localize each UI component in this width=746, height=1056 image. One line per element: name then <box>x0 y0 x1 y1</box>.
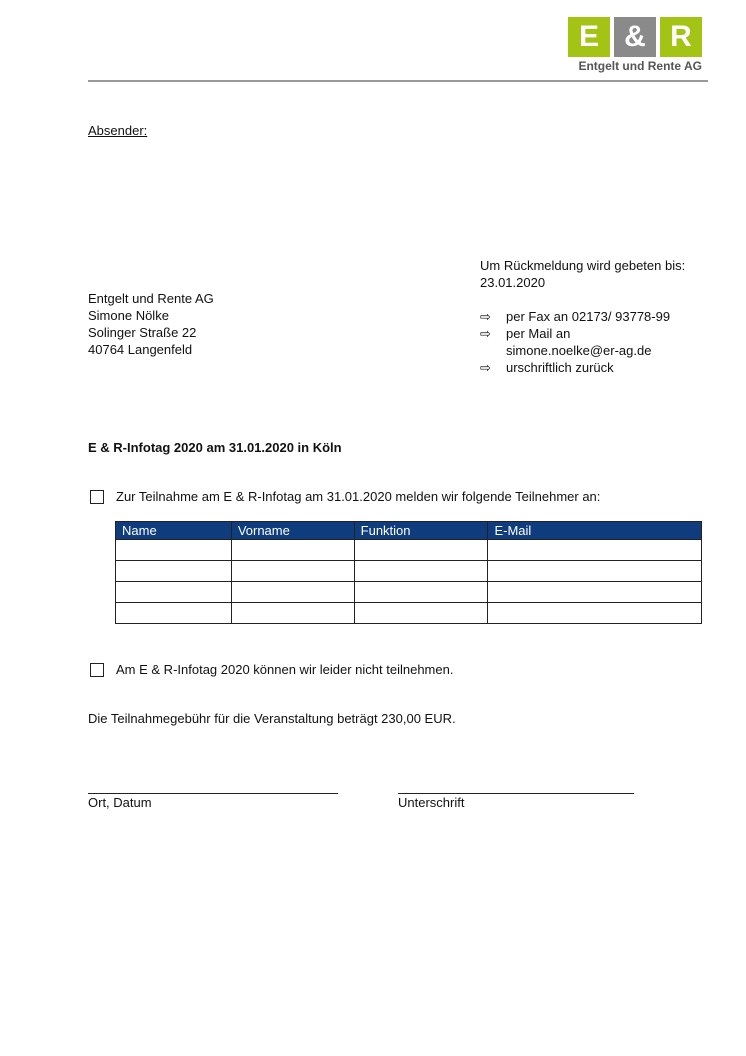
cell-vorname[interactable] <box>231 603 354 624</box>
reply-option <box>480 359 720 376</box>
address-line: Simone Nölke <box>88 308 169 323</box>
table-row <box>116 582 702 603</box>
cell-vorname[interactable] <box>231 582 354 603</box>
table-header-row <box>116 522 702 540</box>
column-header-email: E-Mail <box>488 522 702 540</box>
logo-tile-ampersand: & <box>614 17 656 57</box>
reply-request: Um Rückmeldung wird gebeten bis: <box>480 258 686 273</box>
reply-option-text: per Mail an <box>506 326 571 341</box>
reply-deadline: 23.01.2020 <box>480 275 546 290</box>
table-row <box>116 540 702 561</box>
reply-option <box>480 325 720 342</box>
place-date-label: Ort, Datum <box>88 795 152 810</box>
reply-email[interactable]: simone.noelke@er-ag.de <box>506 343 652 358</box>
recipient-address <box>88 290 214 358</box>
logo-subtitle: Entgelt und Rente AG <box>578 59 702 73</box>
cell-vorname[interactable] <box>231 561 354 582</box>
cell-funktion[interactable] <box>354 603 488 624</box>
decline-option <box>90 662 453 677</box>
cell-email[interactable] <box>488 603 702 624</box>
cell-funktion[interactable] <box>354 561 488 582</box>
reply-option <box>480 308 720 325</box>
arrow-right-icon: ⇨ <box>480 309 491 324</box>
reply-option-text: per Fax an 02173/ 93778-99 <box>506 309 671 324</box>
attend-option <box>90 489 600 504</box>
cell-name[interactable] <box>116 540 232 561</box>
arrow-right-icon: ⇨ <box>480 326 491 341</box>
reply-option-text: urschriftlich zurück <box>506 360 614 375</box>
place-date-line[interactable] <box>88 793 338 794</box>
header-divider <box>88 80 708 82</box>
reply-info <box>480 257 720 376</box>
column-header-vorname: Vorname <box>231 522 354 540</box>
column-header-name: Name <box>116 522 232 540</box>
attend-checkbox[interactable] <box>90 490 104 504</box>
decline-label: Am E & R-Infotag 2020 können wir leider nicht teilnehmen. <box>116 662 454 677</box>
table-row <box>116 561 702 582</box>
sender-label: Absender: <box>88 123 148 138</box>
cell-funktion[interactable] <box>354 540 488 561</box>
cell-name[interactable] <box>116 582 232 603</box>
address-line: 40764 Langenfeld <box>88 342 193 357</box>
fee-text: Die Teilnahmegebühr für die Veranstaltung beträgt 230,00 EUR. <box>88 711 456 726</box>
cell-email[interactable] <box>488 540 702 561</box>
cell-funktion[interactable] <box>354 582 488 603</box>
cell-email[interactable] <box>488 561 702 582</box>
cell-name[interactable] <box>116 603 232 624</box>
signature-label: Unterschrift <box>398 795 465 810</box>
attend-label: Zur Teilnahme am E & R-Infotag am 31.01.2020 melden wir folgende Teilnehmer an: <box>116 489 601 504</box>
arrow-right-icon: ⇨ <box>480 360 491 375</box>
document-title: E & R-Infotag 2020 am 31.01.2020 in Köln <box>88 440 342 455</box>
decline-checkbox[interactable] <box>90 663 104 677</box>
company-logo <box>568 17 702 73</box>
table-row <box>116 603 702 624</box>
column-header-funktion: Funktion <box>354 522 488 540</box>
address-line: Solinger Straße 22 <box>88 325 197 340</box>
logo-tile-e: E <box>568 17 610 57</box>
logo-tile-r: R <box>660 17 702 57</box>
cell-name[interactable] <box>116 561 232 582</box>
address-line: Entgelt und Rente AG <box>88 291 214 306</box>
reply-option <box>480 342 720 359</box>
cell-email[interactable] <box>488 582 702 603</box>
signature-line[interactable] <box>398 793 634 794</box>
participants-table <box>115 521 702 624</box>
cell-vorname[interactable] <box>231 540 354 561</box>
